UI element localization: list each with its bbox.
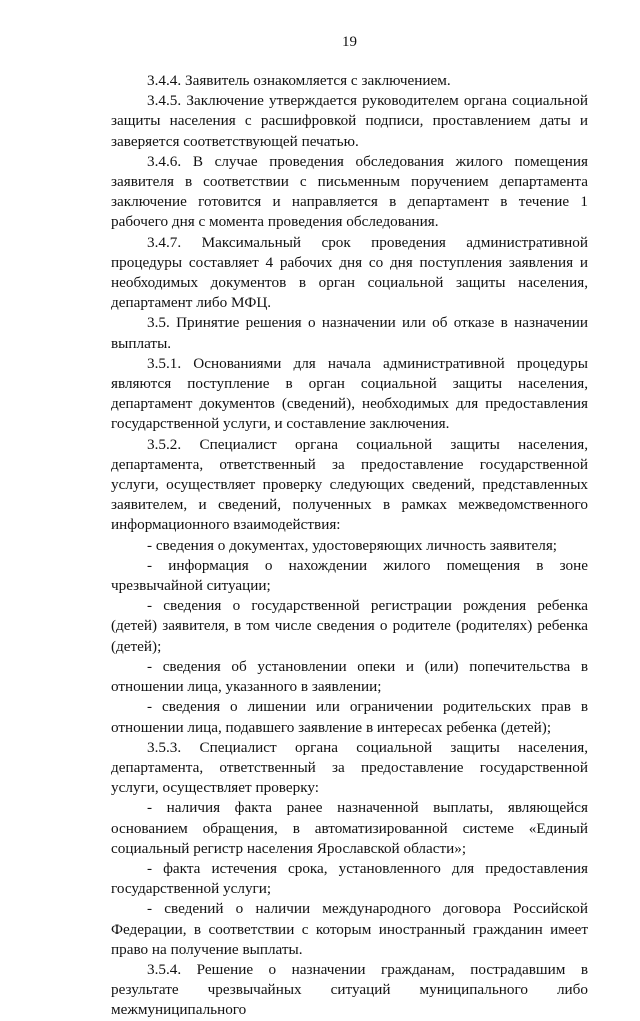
paragraph-3-5-2: 3.5.2. Специалист органа социальной защиты населения, департамента, ответственный за предоставление государственной услуги, осуществляет проверку следующих сведений, представленных заявителем, и сведений, полученных в рамках межведомственного информационного взаимодействия: bbox=[111, 435, 588, 534]
paragraph-3-4-6: 3.4.6. В случае проведения обследования жилого помещения заявителя в соответствии с письменным поручением департамента заключение готовится и направляется в департамент в течение 1 рабочего дня с момента проведения обследования. bbox=[111, 152, 588, 231]
list-item-identity-documents: - сведения о документах, удостоверяющих личность заявителя; bbox=[147, 536, 558, 554]
list-item-guardianship: - сведения об установлении опеки и (или) попечительства в отношении лица, указанного в заявлении; bbox=[111, 657, 588, 696]
paragraph-3-4-5: 3.4.5. Заключение утверждается руководителем органа социальной защиты населения с расшифровкой подписи, проставлением даты и заверяется соответствующей печатью. bbox=[111, 92, 588, 150]
paragraph-3-4-4: 3.4.4. Заявитель ознакомляется с заключением. bbox=[147, 72, 451, 89]
paragraph-3-4-7: 3.4.7. Максимальный срок проведения административной процедуры составляет 4 рабочих дня со дня поступления заявления и необходимых документов в орган социальной защиты населения, департамент либо МФЦ. bbox=[111, 233, 588, 312]
list-item-previous-payment: - наличия факта ранее назначенной выплаты, являющейся основанием обращения, в автоматизированной системе «Единый социальный регистр населения Ярославской области»; bbox=[111, 799, 588, 857]
list-item-international-treaty: - сведений о наличии международного договора Российской Федерации, в соответствии с которым иностранный гражданин имеет право на получение выплаты. bbox=[111, 900, 588, 958]
list-item-birth-registration: - сведения о государственной регистрации рождения ребенка (детей) заявителя, в том числе сведения о родителе (родителях) ребенка (детей); bbox=[111, 597, 588, 655]
paragraph-3-5-3: 3.5.3. Специалист органа социальной защиты населения, департамента, ответственный за предоставление государственной услуги, осуществляет проверку: bbox=[111, 738, 588, 797]
list-item-term-expiry: - факта истечения срока, установленного для предоставления государственной услуги; bbox=[111, 859, 588, 898]
list-item-parental-rights: - сведения о лишении или ограничении родительских прав в отношении лица, подавшего заявление в интересах ребенка (детей); bbox=[111, 698, 588, 736]
page-number: 19 bbox=[342, 34, 357, 50]
paragraph-3-5-1: 3.5.1. Основаниями для начала административной процедуры являются поступление в орган социальной защиты населения, департамент документов (сведений), необходимых для предоставления государственной услуги, и составление заключения. bbox=[111, 354, 588, 433]
list-item-emergency-zone: - информация о нахождении жилого помещения в зоне чрезвычайной ситуации; bbox=[111, 556, 588, 595]
paragraph-3-5: 3.5. Принятие решения о назначении или об отказе в назначении выплаты. bbox=[111, 314, 588, 352]
paragraph-3-5-4: 3.5.4. Решение о назначении гражданам, пострадавшим в результате чрезвычайных ситуаций муниципального либо межмуниципального bbox=[111, 960, 588, 1019]
